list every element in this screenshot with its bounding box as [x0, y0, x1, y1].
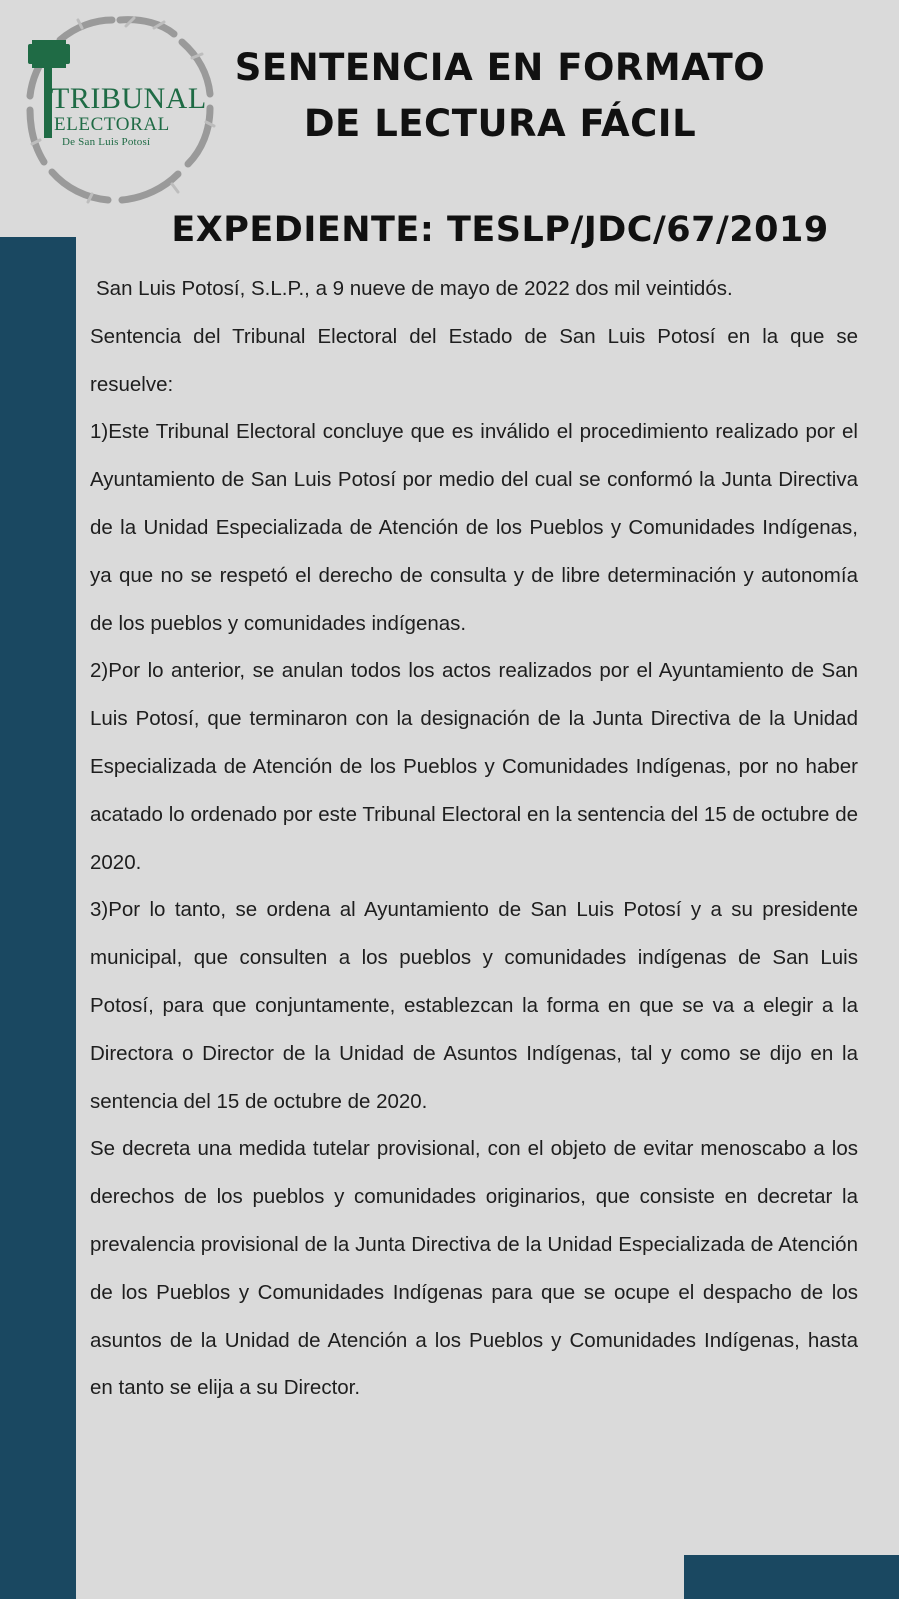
- intro-paragraph: Sentencia del Tribunal Electoral del Estado de San Luis Potosí en la que se resuelve:: [90, 324, 858, 396]
- page-title-line-2: DE LECTURA FÁCIL: [303, 102, 697, 145]
- resolution-point-2: 2)Por lo anterior, se anulan todos los actos realizados por el Ayuntamiento de San Luis Potosí, que terminaron con la designación de la Junta Directiva de la Unidad Especializada de Atención de los Pueblos y Comunidades Indígenas, por no haber acatado lo ordenado por este Tribunal Electoral en la sentencia del 15 de octubre de 2020.: [90, 659, 858, 874]
- date-paragraph: San Luis Potosí, S.L.P., a 9 nueve de mayo de 2022 dos mil veintidós.: [96, 277, 733, 300]
- sentence-body: [90, 265, 858, 1412]
- left-accent-bar: [0, 237, 76, 1599]
- provisional-measure-paragraph: Se decreta una medida tutelar provisional, con el objeto de evitar menoscabo a los derechos de los pueblos y comunidades originarios, que consiste en decretar la prevalencia provisional de la Junta Directiva de la Unidad Especializada de Atención de los Pueblos y Comunidades Indígenas para que se ocupe el despacho de los asuntos de la Unidad de Atención a los Pueblos y Comunidades Indígenas, hasta en tanto se elija a su Director.: [90, 1137, 858, 1400]
- resolution-point-3: 3)Por lo tanto, se ordena al Ayuntamiento de San Luis Potosí y a su presidente municipal, que consulten a los pueblos y comunidades indígenas de San Luis Potosí, para que conjuntamente, establezcan la forma en que se va a elegir a la Directora o Director de la Unidad de Asuntos Indígenas, tal y como se dijo en la sentencia del 15 de octubre de 2020.: [90, 898, 858, 1113]
- logo-subtitle-line: ELECTORAL: [54, 114, 170, 135]
- case-number-heading: EXPEDIENTE: TESLP/JDC/67/2019: [171, 210, 829, 250]
- logo-title-line: TRIBUNAL: [51, 82, 207, 115]
- tribunal-logo: [22, 12, 218, 208]
- resolution-point-1: 1)Este Tribunal Electoral concluye que es inválido el procedimiento realizado por el Ayuntamiento de San Luis Potosí por medio del cual se conformó la Junta Directiva de la Unidad Especializada de Atención de los Pueblos y Comunidades Indígenas, ya que no se respetó el derecho de consulta y de libre determinación y autonomía de los pueblos y comunidades indígenas.: [90, 420, 858, 635]
- logo-location-line: De San Luis Potosí: [62, 136, 151, 148]
- page-title-line-1: SENTENCIA EN FORMATO: [234, 46, 766, 89]
- page-title: [200, 40, 800, 152]
- bottom-right-accent-bar: [684, 1555, 899, 1599]
